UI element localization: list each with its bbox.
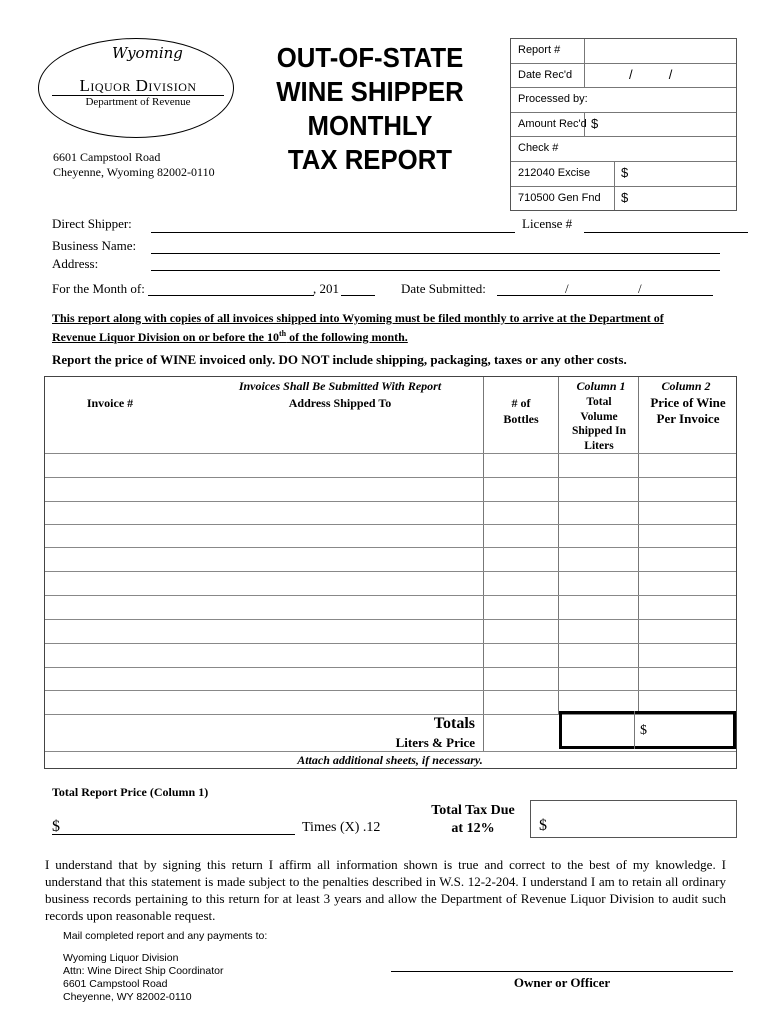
- gen-fund-dollar: $: [621, 189, 629, 205]
- row-line: [45, 477, 736, 478]
- mail-line2: Attn: Wine Direct Ship Coordinator: [63, 965, 224, 977]
- col-divider-volume: [558, 377, 559, 714]
- gen-fund-field[interactable]: [615, 187, 736, 211]
- office-address-city: Cheyenne, Wyoming 82002-0110: [53, 165, 215, 179]
- direct-shipper-label: Direct Shipper:: [52, 216, 132, 231]
- mail-heading: Mail completed report and any payments to:: [63, 930, 268, 942]
- date-received-row: [511, 64, 736, 89]
- check-number-field[interactable]: [558, 137, 736, 161]
- col-header-address: Address Shipped To: [288, 396, 392, 410]
- month-field[interactable]: [148, 295, 314, 296]
- date-submitted-field[interactable]: [497, 295, 713, 296]
- excise-label: 212040 Excise: [511, 162, 615, 186]
- total-tax-due-line2: at 12%: [451, 821, 495, 836]
- filing-notice-superscript: th: [279, 329, 287, 338]
- filing-notice-line1: This report along with copies of all invoices shipped into Wyoming must be filed monthly to arrive at the Department of: [52, 311, 664, 325]
- col-header-price-line2: Per Invoice: [656, 411, 720, 426]
- col-header-volume: [560, 395, 638, 453]
- direct-shipper-field[interactable]: [151, 232, 515, 233]
- logo-script-text: Wyoming: [112, 44, 183, 62]
- report-number-label: Report #: [511, 39, 585, 63]
- affirmation-text: I understand that by signing this return I affirm all information shown is true and correct to the best of my knowledge. I understand that this statement is made subject to the penalties described in W.S. 12-2-204. I understand I am to retain all ordinary business records pertaining to this return for at least 3 years and allow the Department of Revenue Liquor Division to audit such records upon reasonable request.: [45, 857, 726, 923]
- business-name-label: Business Name:: [52, 238, 137, 253]
- col-header-bottles: [485, 396, 557, 426]
- mail-line3: 6601 Campstool Road: [63, 978, 168, 990]
- col-header-volume-line4: Liters: [584, 439, 614, 452]
- total-volume-field[interactable]: [562, 714, 633, 746]
- month-label: For the Month of:: [52, 281, 145, 296]
- times-rate-label: Times (X) .12: [302, 820, 381, 835]
- col-divider-bottles: [483, 377, 484, 752]
- row-line: [45, 501, 736, 502]
- total-report-price-label: Total Report Price (Column 1): [52, 785, 209, 799]
- date-slash-1: /: [565, 281, 569, 296]
- col-header-invoice: Invoice #: [86, 396, 134, 410]
- form-title-line1: OUT-OF-STATE: [276, 42, 464, 73]
- col-header-price-line1: Price of Wine: [650, 395, 726, 410]
- amount-received-row: [511, 113, 736, 138]
- col-header-volume-line3: Shipped In: [571, 425, 627, 437]
- total-tax-due-line1: Total Tax Due: [431, 803, 515, 818]
- col-header-volume-line1: Total: [586, 396, 612, 408]
- row-line: [45, 453, 736, 454]
- license-label: License #: [522, 216, 573, 231]
- col-header-volume-line2: Volume: [580, 410, 618, 423]
- license-field[interactable]: [584, 232, 748, 233]
- check-number-label: Check #: [518, 142, 559, 155]
- amount-received-field[interactable]: [585, 113, 736, 137]
- form-title-line2: WINE SHIPPER: [276, 76, 464, 107]
- row-line: [45, 690, 736, 691]
- form-title: [260, 41, 481, 177]
- filing-notice-line2-end: of the following month.: [286, 330, 408, 344]
- col-header-bottles-line2: Bottles: [503, 412, 539, 426]
- processed-by-label: Processed by:: [518, 93, 588, 106]
- year-field[interactable]: [341, 295, 375, 296]
- total-price-field[interactable]: [636, 714, 732, 746]
- excise-dollar: $: [621, 164, 629, 180]
- amount-received-dollar: $: [591, 115, 599, 131]
- signature-field[interactable]: [391, 971, 733, 972]
- report-number-row: [511, 39, 736, 64]
- logo-subtitle: Department of Revenue: [85, 96, 191, 108]
- invoices-note: Invoices Shall Be Submitted With Report: [238, 379, 442, 393]
- col-divider-price: [638, 377, 639, 714]
- office-use-box: [510, 38, 737, 211]
- total-tax-due-field[interactable]: [530, 800, 737, 838]
- report-number-field[interactable]: [585, 39, 736, 63]
- attach-note: Attach additional sheets, if necessary.: [297, 753, 483, 767]
- total-report-price-field[interactable]: [52, 834, 295, 835]
- excise-row: [511, 162, 736, 187]
- row-line: [45, 667, 736, 668]
- check-number-row: [511, 137, 736, 162]
- date-received-label: Date Rec'd: [511, 64, 585, 88]
- row-line: [45, 571, 736, 572]
- logo-title-text: Liquor Division: [79, 76, 197, 95]
- column2-label: Column 2: [661, 379, 711, 393]
- mail-line4: Cheyenne, WY 82002-0110: [63, 991, 192, 1003]
- business-name-field[interactable]: [151, 253, 720, 254]
- totals-label: Totals: [433, 715, 475, 732]
- date-received-slashes: / /: [629, 66, 673, 82]
- filing-notice: [52, 311, 726, 345]
- filing-notice-line2-start: Revenue Liquor Division on or before the 10: [52, 330, 280, 344]
- date-slash-2: /: [638, 281, 642, 296]
- total-tax-due-dollar: $: [539, 817, 547, 834]
- address-label: Address:: [52, 256, 99, 271]
- processed-by-field[interactable]: [588, 88, 736, 112]
- office-address-street: 6601 Campstool Road: [53, 150, 161, 164]
- row-line: [45, 619, 736, 620]
- gen-fund-row: [511, 187, 736, 211]
- row-line: [45, 547, 736, 548]
- column1-label: Column 1: [576, 379, 626, 393]
- col-header-bottles-line1: # of: [511, 396, 531, 410]
- year-prefix: , 201: [313, 281, 339, 296]
- signature-label: Owner or Officer: [513, 975, 611, 990]
- filing-notice-line2: [52, 326, 726, 345]
- row-line: [45, 524, 736, 525]
- row-line: [45, 643, 736, 644]
- totals-highlight-box: [559, 711, 736, 749]
- gen-fund-label: 710500 Gen Fnd: [511, 187, 615, 211]
- form-title-line3: MONTHLY: [307, 110, 433, 141]
- amount-received-label: Amount Rec'd: [511, 113, 585, 137]
- mail-line1: Wyoming Liquor Division: [63, 952, 179, 964]
- row-line: [45, 595, 736, 596]
- total-tax-due-label: [418, 802, 528, 838]
- totals-divider: [634, 711, 635, 749]
- total-price-dollar: $: [640, 723, 647, 738]
- date-received-field[interactable]: [585, 64, 736, 88]
- logo-title: [52, 76, 224, 96]
- excise-field[interactable]: [615, 162, 736, 186]
- price-instruction: Report the price of WINE invoiced only. DO NOT include shipping, packaging, taxes or any other costs.: [52, 352, 627, 367]
- col-header-price: [640, 395, 736, 427]
- address-field[interactable]: [151, 270, 720, 271]
- date-submitted-label: Date Submitted:: [401, 281, 486, 296]
- form-title-line4: TAX REPORT: [287, 144, 453, 175]
- totals-sublabel: Liters & Price: [395, 735, 475, 750]
- total-report-price-dollar: $: [52, 818, 60, 835]
- processed-by-row: [511, 88, 736, 113]
